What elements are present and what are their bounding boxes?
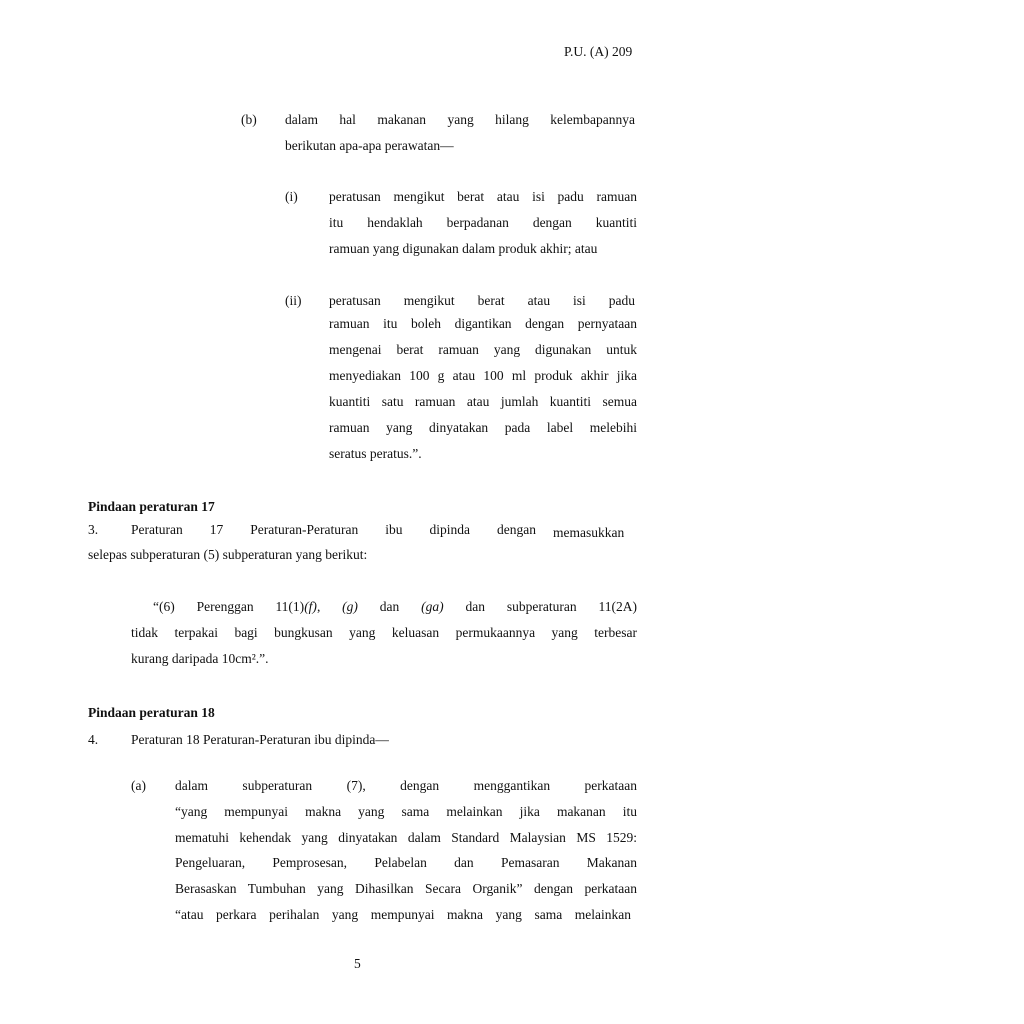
item-i-line-3: ramuan yang digunakan dalam produk akhir; atau bbox=[329, 241, 598, 256]
section-3-line-2: selepas subperaturan (5) subperaturan yang berikut: bbox=[88, 547, 368, 562]
quote-comma: , bbox=[316, 599, 321, 614]
item-a-line-3: mematuhi kehendak yang dinyatakan dalam Standard Malaysian MS 1529: bbox=[175, 830, 637, 845]
quote-word-perenggan: Perenggan bbox=[196, 599, 254, 614]
item-a-line-4: Pengeluaran, Pemprosesan, Pelabelan dan Pemasaran Makanan bbox=[175, 855, 637, 870]
page-number: 5 bbox=[354, 956, 361, 971]
section-4-line-1: Peraturan 18 Peraturan-Peraturan ibu dipinda— bbox=[131, 732, 389, 747]
item-a-line-5: Berasaskan Tumbuhan yang Dihasilkan Secara Organik” dengan perkataan bbox=[175, 881, 637, 896]
section-3-number: 3. bbox=[88, 522, 99, 537]
quote-word-subperaturan: subperaturan bbox=[506, 599, 577, 614]
paragraph-b-line-1: dalam hal makanan yang hilang kelembapannya bbox=[285, 112, 635, 127]
section-3-heading: Pindaan peraturan 17 bbox=[88, 499, 215, 514]
quote-word-dan-1: dan bbox=[379, 599, 400, 614]
quote-line-2: tidak terpakai bagi bungkusan yang keluasan permukaannya yang terbesar bbox=[131, 625, 637, 640]
item-ii-line-1: peratusan mengikut berat atau isi padu bbox=[329, 293, 635, 308]
item-ii-line-5: kuantiti satu ramuan atau jumlah kuantiti semua bbox=[329, 394, 637, 409]
paragraph-b-marker: (b) bbox=[241, 112, 257, 127]
item-i-line-1: peratusan mengikut berat atau isi padu ramuan bbox=[329, 189, 637, 204]
item-ii-marker: (ii) bbox=[285, 293, 302, 308]
section-4-number: 4. bbox=[88, 732, 99, 747]
quote-line-3: kurang daripada 10cm².”. bbox=[131, 651, 269, 666]
item-a-marker: (a) bbox=[131, 778, 146, 793]
item-ii-line-7: seratus peratus.”. bbox=[329, 446, 422, 461]
section-3-line-1-end: memasukkan bbox=[553, 525, 625, 540]
quote-reference-1 bbox=[275, 598, 320, 616]
quote-ref-f: (f) bbox=[304, 599, 317, 614]
quote-word-dan-2: dan bbox=[465, 599, 485, 614]
paragraph-b-line-2: berikutan apa-apa perawatan— bbox=[285, 138, 454, 153]
item-ii-line-2: ramuan itu boleh digantikan dengan pernyataan bbox=[329, 316, 637, 331]
item-ii-line-4: menyediakan 100 g atau 100 ml produk akhir jika bbox=[329, 368, 637, 383]
quote-reference-2 bbox=[598, 598, 637, 616]
quote-line-1 bbox=[153, 598, 637, 616]
quote-ref-a: A bbox=[622, 599, 633, 614]
item-i-marker: (i) bbox=[285, 189, 298, 204]
document-reference: P.U. (A) 209 bbox=[564, 44, 633, 59]
quote-ref-ga: (ga) bbox=[421, 599, 444, 614]
item-a-line-1: dalam subperaturan (7), dengan menggantikan perkataan bbox=[175, 778, 637, 793]
section-3-line-1: Peraturan 17 Peraturan-Peraturan ibu dipinda dengan bbox=[131, 522, 536, 537]
item-ii-line-3: mengenai berat ramuan yang digunakan untuk bbox=[329, 342, 637, 357]
quote-ref-11-2: 11(2 bbox=[598, 599, 623, 614]
quote-ref-close: ) bbox=[632, 599, 637, 614]
item-ii-line-6: ramuan yang dinyatakan pada label melebihi bbox=[329, 420, 637, 435]
quote-ref-11-1: 11(1) bbox=[275, 599, 305, 614]
quote-lead: “(6) bbox=[153, 599, 175, 614]
item-i-line-2: itu hendaklah berpadanan dengan kuantiti bbox=[329, 215, 637, 230]
item-a-line-6: “atau perkara perihalan yang mempunyai makna yang sama melainkan bbox=[175, 907, 631, 922]
item-a-line-2: “yang mempunyai makna yang sama melainkan jika makanan itu bbox=[175, 804, 637, 819]
section-4-heading: Pindaan peraturan 18 bbox=[88, 705, 215, 720]
quote-ref-g: (g) bbox=[342, 599, 358, 614]
